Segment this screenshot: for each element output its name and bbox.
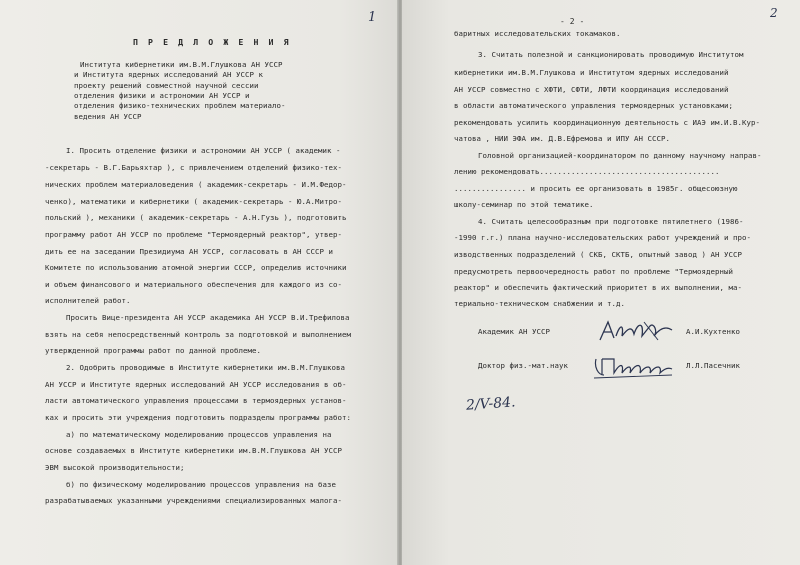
body-line: в области автоматического управления термоядерных установками;	[454, 101, 733, 110]
body-line: 4. Считать целесообразным при подготовке пятилетнего (1986-	[478, 217, 744, 226]
body-line: предусмотреть первоочередность работ по проблеме "Термоядерный	[454, 267, 733, 276]
body-line: реактор" и обеспечить фактический приоритет в их выполнении, ма-	[454, 283, 742, 292]
body-line: утвержденной программы работ по данной проблеме.	[45, 346, 261, 355]
body-line: 2. Одобрить проводимые в Институте кибернетики им.В.М.Глушкова	[66, 363, 345, 372]
body-line: взять на себя непосредственный контроль за подготовкой и выполнением	[45, 330, 351, 339]
signatory-name: А.И.Кухтенко	[686, 327, 740, 336]
body-line: териально-техническом снабжении и т.д.	[454, 299, 625, 308]
body-line: дить ее на заседании Президиума АН УССР, согласовать в АН СССР и	[45, 247, 333, 256]
body-line: польский ), механики ( академик-секретарь - А.Н.Гузь ), подготовить	[45, 213, 347, 222]
body-line: и объем финансового и материального обеспечения для каждого из со-	[45, 280, 342, 289]
signature-kukhtenko	[598, 318, 678, 344]
signatory-title: Академик АН УССР	[478, 327, 550, 336]
body-line: Комитете по использованию атомной энергии СССР, определив источники	[45, 263, 347, 272]
body-line: разрабатываемых указанными учреждениями специализированных малога-	[45, 496, 342, 505]
body-line: изводственных подразделений ( СКБ, СКТБ, опытный завод ) АН УССР	[454, 250, 742, 259]
folio-number: 2	[770, 6, 778, 20]
body-line: а) по математическому моделированию процессов управления на	[66, 430, 332, 439]
signatory-name: Л.Л.Пасечник	[686, 361, 740, 370]
body-line: ках и просить эти учреждения подготовить подразделы программы работ:	[45, 413, 351, 422]
signatory-title: Доктор физ.-мат.наук	[478, 361, 568, 370]
body-line: Просить Вице-президента АН УССР академика АН УССР В.И.Трефилова	[66, 313, 350, 322]
body-line: ласти автоматического управления процессами в термоядерных установ-	[45, 396, 347, 405]
subtitle-line: проекту решений совместной научной сессии	[74, 81, 259, 90]
subtitle-line: отделения физики и астрономии АН УССР и	[74, 91, 250, 100]
body-line: -секретарь - В.Г.Барьяхтар ), с привлечением отделений физико-тех-	[45, 163, 342, 172]
body-line: рекомендовать усилить координационную деятельность с ИАЭ им.И.В.Кур-	[454, 118, 760, 127]
body-line: 3. Считать полезной и санкционировать проводимую Институтом	[478, 50, 744, 59]
body-line: ................ и просить ее организовать в 1985г. общесоюзную	[454, 184, 738, 193]
subtitle-line: и Института ядерных исследований АН УССР к	[74, 70, 263, 79]
body-line: АН УССР и Институте ядерных исследований АН УССР исследования в об-	[45, 380, 347, 389]
body-line: -1990 г.г.) плана научно-исследовательских работ учреждений и про-	[454, 233, 751, 242]
body-line: чатова , НИИ ЭФА им. Д.В.Ефремова и ИПУ АН СССР.	[454, 134, 670, 143]
subtitle-line: Института кибернетики им.В.М.Глушкова АН УССР	[80, 60, 283, 69]
page-1	[0, 0, 398, 565]
body-line: лению рекомендовать........................................	[454, 167, 720, 176]
body-line: б) по физическому моделированию процессов управления на базе	[66, 480, 336, 489]
handwritten-date: 2/V-84.	[465, 394, 516, 414]
body-line: АН УССР совместно с ХФТИ, СФТИ, ЛФТИ координация исследований	[454, 85, 729, 94]
page-2	[402, 0, 800, 565]
body-line: школу-семинар по этой тематике.	[454, 200, 594, 209]
body-line: I. Просить отделение физики и астрономии АН УССР ( академик -	[66, 146, 341, 155]
body-line: ЭВМ высокой производительности;	[45, 463, 185, 472]
body-line: исполнителей работ.	[45, 296, 131, 305]
subtitle-line: отделения физико-технических проблем материало-	[74, 101, 286, 110]
folio-number: 1	[368, 10, 377, 25]
body-line: программу работ АН УССР по проблеме "Термоядерный реактор", утвер-	[45, 230, 342, 239]
body-line: баритных исследовательских токамаков.	[454, 29, 621, 38]
body-line: кибернетики им.В.М.Глушкова и Институтом ядерных исследований	[454, 68, 729, 77]
body-line: Головной организацией-координатором по данному научному направ-	[478, 151, 762, 160]
document-title: П Р Е Д Л О Ж Е Н И Я	[133, 37, 292, 47]
subtitle-line: ведения АН УССР	[74, 112, 142, 121]
body-line: основе создаваемых в Институте кибернетики им.В.М.Глушкова АН УССР	[45, 446, 342, 455]
body-line: нических проблем материаловедения ( академик-секретарь - И.М.Федор-	[45, 180, 347, 189]
body-line: ченко), математики и кибернетики ( академик-секретарь - Ю.А.Митро-	[45, 197, 342, 206]
page-number: - 2 -	[560, 17, 585, 26]
signature-pasechnik	[592, 353, 676, 381]
